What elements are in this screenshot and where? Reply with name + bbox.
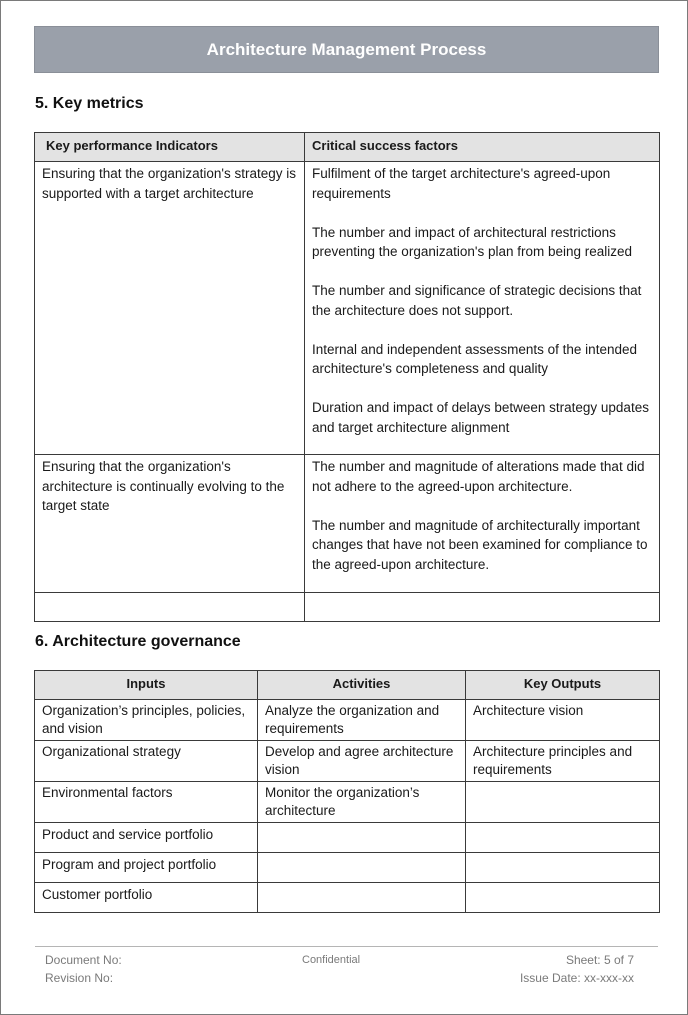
csf-item: The number and magnitude of architecturally important changes that have not been examined for compliance to the agreed-upon architecture. <box>312 517 648 572</box>
table-row <box>35 853 660 883</box>
column-header-outputs: Key Outputs <box>466 671 660 700</box>
governance-table <box>34 670 660 913</box>
column-header-inputs: Inputs <box>35 671 258 700</box>
table-row <box>35 782 660 823</box>
footer-divider <box>35 946 658 947</box>
table-row <box>35 162 660 455</box>
table-row <box>35 883 660 913</box>
table-row <box>35 700 660 741</box>
footer-document-no: Document No: <box>45 953 122 967</box>
csf-item: The number and magnitude of alterations made that did not adhere to the agreed-upon architecture. <box>312 459 645 494</box>
footer-confidential: Confidential <box>302 954 361 966</box>
governance-heading: 6. Architecture governance <box>35 633 241 650</box>
activity-cell <box>258 883 466 913</box>
csf-item: The number and significance of strategic decisions that the architecture does not support. <box>312 283 642 318</box>
table-row <box>35 741 660 782</box>
input-cell: Product and service portfolio <box>35 823 258 853</box>
kpi-cell: Ensuring that the organization's architecture is continually evolving to the target state <box>35 455 305 593</box>
csf-item: Duration and impact of delays between strategy updates and target architecture alignment <box>312 400 649 435</box>
column-header-kpi: Key performance Indicators <box>35 133 305 162</box>
footer-revision-no: Revision No: <box>45 971 114 985</box>
key-metrics-heading: 5. Key metrics <box>35 95 144 112</box>
output-cell: Architecture vision <box>466 700 660 741</box>
activity-cell <box>258 823 466 853</box>
empty-cell <box>305 593 660 622</box>
csf-item: The number and impact of architectural restrictions preventing the organization's plan from being realized <box>312 224 633 259</box>
csf-item: Fulfilment of the target architecture's agreed-upon requirements <box>312 166 611 201</box>
output-cell <box>466 782 660 823</box>
csf-item: Internal and independent assessments of the intended architecture's completeness and quality <box>312 341 637 376</box>
activity-cell <box>258 853 466 883</box>
activity-cell: Analyze the organization and requirements <box>258 700 466 741</box>
csf-cell <box>305 162 660 455</box>
activity-cell: Develop and agree architecture vision <box>258 741 466 782</box>
output-cell: Architecture principles and requirements <box>466 741 660 782</box>
output-cell <box>466 883 660 913</box>
page-title: Architecture Management Process <box>34 26 659 73</box>
table-header-row <box>35 133 660 162</box>
empty-cell <box>35 593 305 622</box>
table-row <box>35 823 660 853</box>
activity-cell: Monitor the organization’s architecture <box>258 782 466 823</box>
empty-table-row <box>35 593 660 622</box>
column-header-csf: Critical success factors <box>305 133 660 162</box>
kpi-cell: Ensuring that the organization's strategy is supported with a target architecture <box>35 162 305 455</box>
input-cell: Organization’s principles, policies, and vision <box>35 700 258 741</box>
input-cell: Organizational strategy <box>35 741 258 782</box>
key-metrics-table <box>34 132 660 622</box>
table-header-row <box>35 671 660 700</box>
output-cell <box>466 823 660 853</box>
column-header-activities: Activities <box>258 671 466 700</box>
input-cell: Customer portfolio <box>35 883 258 913</box>
input-cell: Environmental factors <box>35 782 258 823</box>
footer-sheet: Sheet: 5 of 7 <box>565 953 634 967</box>
footer-issue-date: Issue Date: xx-xxx-xx <box>519 971 634 985</box>
output-cell <box>466 853 660 883</box>
table-row <box>35 455 660 593</box>
csf-cell <box>305 455 660 593</box>
input-cell: Program and project portfolio <box>35 853 258 883</box>
